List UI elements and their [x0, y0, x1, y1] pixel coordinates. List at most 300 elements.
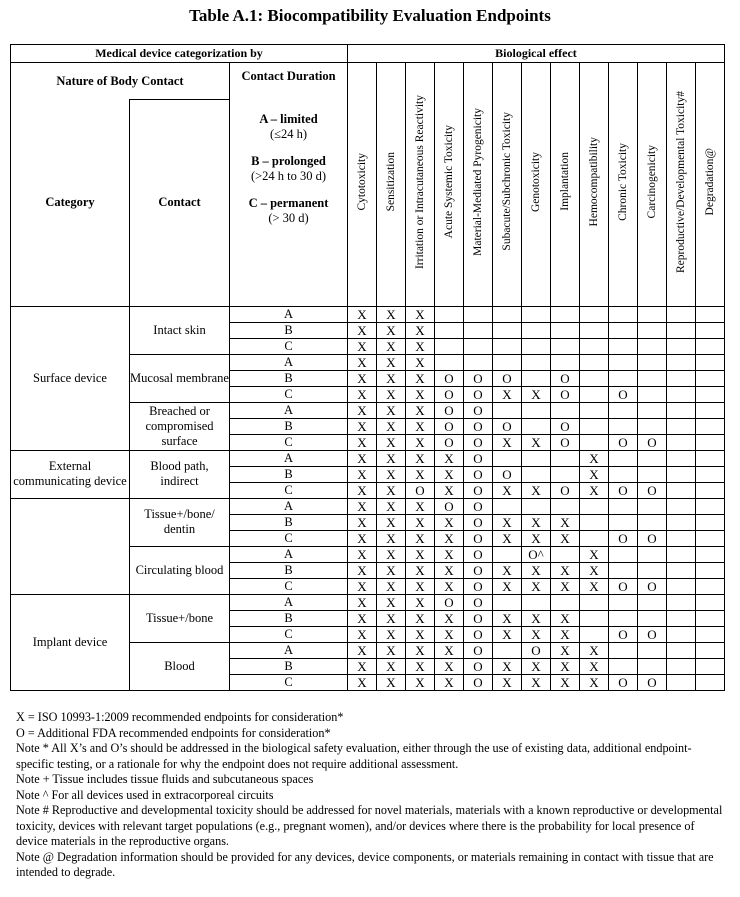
duration-level-cell: A — [230, 306, 348, 322]
endpoint-mark-cell — [667, 354, 696, 370]
endpoint-label: Sensitization — [385, 152, 397, 212]
endpoint-mark-cell — [522, 594, 551, 610]
endpoint-mark-cell — [580, 514, 609, 530]
endpoint-mark-cell — [667, 578, 696, 594]
endpoint-mark-cell: X — [348, 466, 377, 482]
endpoint-mark-cell: X — [348, 322, 377, 338]
endpoint-mark-cell: O — [609, 482, 638, 498]
endpoint-mark-cell: X — [551, 578, 580, 594]
endpoint-mark-cell — [609, 322, 638, 338]
endpoint-mark-cell — [638, 514, 667, 530]
endpoint-mark-cell — [638, 306, 667, 322]
endpoint-mark-cell — [696, 610, 725, 626]
endpoint-mark-cell: O — [638, 578, 667, 594]
endpoint-mark-cell: X — [406, 418, 435, 434]
endpoint-mark-cell: O — [464, 402, 493, 418]
endpoint-mark-cell: O — [493, 466, 522, 482]
endpoint-mark-cell: X — [377, 642, 406, 658]
endpoint-mark-cell — [493, 402, 522, 418]
endpoint-header — [551, 63, 580, 307]
endpoint-mark-cell: X — [348, 418, 377, 434]
endpoint-mark-cell: O — [464, 578, 493, 594]
endpoint-mark-cell — [638, 450, 667, 466]
note-o-legend: O = Additional FDA recommended endpoints for consideration* — [16, 725, 331, 740]
endpoint-mark-cell: X — [522, 514, 551, 530]
endpoint-label: Degradation@ — [704, 148, 716, 216]
endpoint-mark-cell — [609, 658, 638, 674]
endpoint-mark-cell — [638, 418, 667, 434]
endpoint-mark-cell — [667, 530, 696, 546]
endpoint-mark-cell: X — [348, 450, 377, 466]
endpoint-mark-cell — [609, 642, 638, 658]
duration-level-cell: C — [230, 482, 348, 498]
endpoint-mark-cell: X — [406, 546, 435, 562]
endpoint-mark-cell: X — [522, 434, 551, 450]
endpoint-mark-cell — [580, 498, 609, 514]
endpoint-mark-cell — [696, 658, 725, 674]
endpoint-mark-cell: X — [377, 514, 406, 530]
endpoint-mark-cell — [609, 354, 638, 370]
endpoint-mark-cell: O — [464, 658, 493, 674]
duration-level-cell: A — [230, 594, 348, 610]
endpoint-mark-cell — [522, 402, 551, 418]
endpoint-mark-cell — [522, 466, 551, 482]
endpoint-mark-cell: X — [377, 466, 406, 482]
endpoint-mark-cell — [638, 322, 667, 338]
endpoint-mark-cell: X — [551, 674, 580, 690]
contact-cell: Mucosal membrane — [130, 354, 230, 402]
endpoint-header — [464, 63, 493, 307]
endpoint-mark-cell — [522, 322, 551, 338]
endpoint-mark-cell — [667, 482, 696, 498]
endpoint-mark-cell — [609, 450, 638, 466]
endpoint-header — [522, 63, 551, 307]
endpoint-mark-cell — [667, 514, 696, 530]
contact-header: Contact — [130, 100, 230, 307]
endpoint-mark-cell — [522, 354, 551, 370]
endpoint-mark-cell — [551, 594, 580, 610]
endpoint-mark-cell — [435, 322, 464, 338]
endpoint-mark-cell — [638, 354, 667, 370]
endpoint-mark-cell — [580, 594, 609, 610]
endpoint-mark-cell: X — [493, 514, 522, 530]
duration-level-cell: C — [230, 338, 348, 354]
endpoint-mark-cell: X — [348, 546, 377, 562]
endpoint-mark-cell — [667, 434, 696, 450]
endpoint-mark-cell: X — [580, 674, 609, 690]
endpoint-mark-cell: O — [551, 370, 580, 386]
endpoint-mark-cell: X — [377, 338, 406, 354]
endpoint-mark-cell: O — [435, 370, 464, 386]
endpoint-mark-cell — [696, 594, 725, 610]
endpoint-mark-cell: X — [522, 674, 551, 690]
endpoint-mark-cell: X — [377, 402, 406, 418]
endpoint-mark-cell: X — [522, 482, 551, 498]
endpoint-mark-cell: X — [348, 386, 377, 402]
endpoint-mark-cell: O — [464, 594, 493, 610]
endpoint-mark-cell: X — [406, 514, 435, 530]
endpoint-mark-cell — [435, 354, 464, 370]
endpoint-mark-cell: X — [377, 674, 406, 690]
endpoint-mark-cell — [638, 658, 667, 674]
endpoint-mark-cell: X — [493, 386, 522, 402]
endpoint-mark-cell: X — [435, 626, 464, 642]
endpoint-mark-cell: O — [464, 370, 493, 386]
duration-level-cell: C — [230, 674, 348, 690]
endpoint-mark-cell: X — [348, 658, 377, 674]
endpoint-mark-cell — [580, 418, 609, 434]
duration-level-cell: B — [230, 514, 348, 530]
endpoint-mark-cell — [493, 498, 522, 514]
endpoint-mark-cell: X — [348, 498, 377, 514]
endpoint-mark-cell — [667, 658, 696, 674]
duration-a — [230, 112, 347, 142]
endpoint-mark-cell: X — [435, 578, 464, 594]
endpoint-mark-cell: X — [435, 610, 464, 626]
endpoint-mark-cell: X — [348, 434, 377, 450]
endpoint-mark-cell — [522, 450, 551, 466]
endpoint-mark-cell — [580, 306, 609, 322]
table-title: Table A.1: Biocompatibility Evaluation Endpoints — [189, 6, 551, 25]
endpoint-mark-cell: X — [551, 658, 580, 674]
endpoint-mark-cell — [551, 466, 580, 482]
endpoint-mark-cell — [667, 594, 696, 610]
endpoint-mark-cell — [493, 322, 522, 338]
endpoint-mark-cell: X — [493, 530, 522, 546]
endpoint-mark-cell: X — [406, 466, 435, 482]
endpoint-mark-cell — [696, 674, 725, 690]
endpoint-mark-cell: X — [377, 546, 406, 562]
endpoint-label: Carcinogenicity — [646, 145, 658, 219]
endpoint-mark-cell: X — [348, 610, 377, 626]
endpoint-mark-cell: O — [464, 498, 493, 514]
endpoint-mark-cell — [667, 626, 696, 642]
endpoint-mark-cell — [435, 338, 464, 354]
duration-level-cell: C — [230, 386, 348, 402]
endpoint-mark-cell — [464, 306, 493, 322]
table-notes — [16, 710, 728, 881]
endpoint-mark-cell: O — [522, 642, 551, 658]
endpoint-mark-cell — [696, 482, 725, 498]
endpoint-mark-cell: X — [551, 530, 580, 546]
endpoint-mark-cell: X — [406, 594, 435, 610]
endpoint-mark-cell: X — [406, 386, 435, 402]
endpoint-header — [638, 63, 667, 307]
endpoint-mark-cell: X — [377, 610, 406, 626]
endpoint-mark-cell: X — [493, 610, 522, 626]
endpoint-mark-cell: O — [464, 450, 493, 466]
category-cell: Surface device — [11, 306, 130, 450]
endpoint-mark-cell — [667, 306, 696, 322]
endpoint-mark-cell — [696, 370, 725, 386]
endpoint-mark-cell: X — [435, 514, 464, 530]
endpoint-mark-cell: X — [406, 578, 435, 594]
endpoint-mark-cell: X — [522, 562, 551, 578]
note-hash: Note # Reproductive and developmental toxicity should be addressed for novel materials, materials with a known reproductive or developmental toxicity, devices with relevant target populations (e.g., pregnant women), and/or devices where there is the probability for local presence of device materials in the reproductive organs. — [16, 803, 723, 848]
endpoint-mark-cell: O — [464, 530, 493, 546]
endpoint-mark-cell — [696, 322, 725, 338]
endpoint-mark-cell: O — [609, 626, 638, 642]
endpoint-header — [493, 63, 522, 307]
duration-level-cell: A — [230, 450, 348, 466]
endpoint-mark-cell: O — [551, 482, 580, 498]
contact-cell: Intact skin — [130, 306, 230, 354]
endpoint-mark-cell: X — [406, 322, 435, 338]
endpoint-mark-cell: O — [551, 386, 580, 402]
endpoint-mark-cell — [493, 642, 522, 658]
endpoint-mark-cell: X — [377, 386, 406, 402]
endpoint-mark-cell — [580, 626, 609, 642]
endpoint-mark-cell: X — [377, 354, 406, 370]
endpoint-mark-cell: X — [493, 562, 522, 578]
endpoint-label: Cytotoxicity — [356, 153, 368, 211]
endpoint-mark-cell — [638, 546, 667, 562]
endpoint-mark-cell: O — [638, 482, 667, 498]
endpoint-mark-cell: X — [348, 530, 377, 546]
endpoint-mark-cell: O — [464, 674, 493, 690]
endpoint-mark-cell: X — [377, 370, 406, 386]
endpoint-mark-cell: O — [464, 562, 493, 578]
contact-cell: Blood path, indirect — [130, 450, 230, 498]
endpoint-mark-cell: X — [551, 562, 580, 578]
endpoint-mark-cell: O — [609, 434, 638, 450]
endpoint-mark-cell: X — [377, 322, 406, 338]
endpoint-mark-cell: X — [493, 626, 522, 642]
table-row — [11, 594, 725, 610]
endpoint-label: Hemocompatibility — [588, 137, 600, 227]
endpoint-mark-cell — [580, 370, 609, 386]
endpoint-mark-cell: X — [580, 578, 609, 594]
endpoint-mark-cell: X — [348, 482, 377, 498]
contact-cell: Blood — [130, 642, 230, 690]
endpoint-mark-cell: O — [464, 466, 493, 482]
endpoint-mark-cell: X — [580, 658, 609, 674]
duration-level-cell: B — [230, 466, 348, 482]
endpoint-mark-cell — [551, 450, 580, 466]
endpoint-mark-cell — [638, 562, 667, 578]
endpoint-mark-cell — [667, 642, 696, 658]
endpoint-label: Chronic Toxicity — [617, 142, 629, 221]
endpoint-mark-cell — [551, 354, 580, 370]
endpoint-header — [435, 63, 464, 307]
endpoint-mark-cell: X — [522, 530, 551, 546]
endpoint-mark-cell — [551, 338, 580, 354]
endpoint-mark-cell — [667, 418, 696, 434]
category-header: Category — [11, 100, 130, 307]
endpoint-mark-cell — [696, 546, 725, 562]
endpoint-mark-cell — [493, 338, 522, 354]
endpoint-mark-cell — [580, 610, 609, 626]
endpoint-mark-cell — [551, 322, 580, 338]
duration-level-cell: B — [230, 322, 348, 338]
endpoint-mark-cell — [522, 306, 551, 322]
endpoint-mark-cell: O^ — [522, 546, 551, 562]
endpoint-mark-cell: X — [348, 674, 377, 690]
endpoint-mark-cell: X — [377, 306, 406, 322]
endpoint-mark-cell: X — [580, 546, 609, 562]
endpoint-mark-cell: X — [348, 642, 377, 658]
categorization-header: Medical device categorization by — [11, 45, 348, 63]
duration-b-range: (>24 h to 30 d) — [250, 169, 327, 183]
note-caret: Note ^ For all devices used in extracorporeal circuits — [16, 787, 274, 802]
duration-b-label: B – prolonged — [251, 154, 326, 168]
endpoint-mark-cell: X — [348, 338, 377, 354]
endpoint-mark-cell — [638, 498, 667, 514]
endpoint-mark-cell: X — [406, 370, 435, 386]
endpoint-header — [609, 63, 638, 307]
contact-duration-title: Contact Duration — [241, 69, 336, 83]
endpoint-mark-cell — [638, 386, 667, 402]
endpoint-mark-cell: X — [580, 482, 609, 498]
endpoint-mark-cell: X — [406, 626, 435, 642]
endpoint-mark-cell: O — [435, 594, 464, 610]
duration-level-cell: C — [230, 578, 348, 594]
endpoint-mark-cell: X — [348, 306, 377, 322]
endpoint-mark-cell: X — [522, 626, 551, 642]
endpoint-mark-cell: X — [435, 482, 464, 498]
endpoint-mark-cell — [580, 322, 609, 338]
endpoint-mark-cell: O — [464, 626, 493, 642]
endpoint-mark-cell — [667, 322, 696, 338]
endpoint-mark-cell: O — [464, 386, 493, 402]
endpoint-mark-cell — [667, 546, 696, 562]
endpoint-mark-cell — [667, 674, 696, 690]
endpoint-mark-cell: O — [464, 610, 493, 626]
duration-level-cell: B — [230, 658, 348, 674]
endpoint-mark-cell: X — [522, 578, 551, 594]
duration-b — [230, 154, 347, 184]
endpoint-mark-cell — [464, 338, 493, 354]
endpoint-mark-cell: X — [435, 642, 464, 658]
endpoint-mark-cell: X — [406, 402, 435, 418]
endpoint-mark-cell — [696, 562, 725, 578]
endpoint-mark-cell: X — [377, 562, 406, 578]
endpoint-mark-cell: X — [435, 674, 464, 690]
endpoint-mark-cell: X — [348, 514, 377, 530]
endpoint-label: Genotoxicity — [530, 151, 542, 212]
endpoint-mark-cell: X — [435, 466, 464, 482]
duration-level-cell: B — [230, 418, 348, 434]
endpoint-mark-cell — [667, 610, 696, 626]
endpoint-mark-cell — [609, 306, 638, 322]
endpoint-mark-cell: X — [377, 498, 406, 514]
endpoint-mark-cell — [667, 402, 696, 418]
endpoint-mark-cell: X — [406, 354, 435, 370]
contact-duration-header — [230, 63, 348, 307]
endpoint-header — [348, 63, 377, 307]
endpoint-mark-cell: X — [348, 626, 377, 642]
duration-level-cell: A — [230, 402, 348, 418]
endpoint-mark-cell: X — [406, 642, 435, 658]
category-cell: Implant device — [11, 594, 130, 690]
endpoint-mark-cell — [696, 514, 725, 530]
endpoint-label: Subacute/Subchronic Toxicity — [501, 112, 513, 252]
endpoint-mark-cell: X — [493, 658, 522, 674]
endpoint-mark-cell: X — [377, 418, 406, 434]
endpoint-mark-cell — [580, 434, 609, 450]
endpoint-mark-cell: O — [464, 418, 493, 434]
note-x-legend: X = ISO 10993-1:2009 recommended endpoints for consideration* — [16, 710, 344, 724]
endpoint-mark-cell — [638, 642, 667, 658]
endpoint-mark-cell — [522, 338, 551, 354]
duration-c-range: (> 30 d) — [268, 211, 309, 225]
endpoint-mark-cell: O — [638, 434, 667, 450]
endpoint-mark-cell — [580, 338, 609, 354]
endpoint-mark-cell — [435, 306, 464, 322]
endpoint-mark-cell: X — [406, 562, 435, 578]
endpoint-mark-cell — [638, 594, 667, 610]
endpoint-mark-cell: O — [551, 434, 580, 450]
endpoint-mark-cell: O — [464, 514, 493, 530]
endpoint-mark-cell: O — [435, 498, 464, 514]
endpoint-mark-cell: O — [435, 434, 464, 450]
endpoint-label: Reproductive/Developmental Toxicity# — [675, 90, 687, 273]
endpoint-mark-cell — [551, 402, 580, 418]
endpoint-mark-cell: X — [580, 450, 609, 466]
endpoint-mark-cell — [609, 546, 638, 562]
endpoint-mark-cell: X — [406, 338, 435, 354]
endpoint-mark-cell — [609, 370, 638, 386]
endpoint-mark-cell — [696, 642, 725, 658]
endpoint-mark-cell — [667, 498, 696, 514]
endpoint-mark-cell — [464, 354, 493, 370]
endpoint-mark-cell: X — [348, 402, 377, 418]
endpoint-label: Acute Systemic Toxicity — [443, 125, 455, 239]
endpoint-mark-cell: X — [377, 594, 406, 610]
endpoint-mark-cell: X — [522, 658, 551, 674]
endpoint-mark-cell — [696, 306, 725, 322]
endpoint-mark-cell — [493, 354, 522, 370]
endpoint-mark-cell: X — [580, 562, 609, 578]
endpoint-mark-cell — [638, 370, 667, 386]
endpoint-mark-cell — [609, 594, 638, 610]
endpoint-mark-cell: O — [551, 418, 580, 434]
endpoint-mark-cell: X — [435, 546, 464, 562]
category-cell — [11, 498, 130, 594]
endpoint-mark-cell: O — [638, 626, 667, 642]
endpoint-mark-cell — [464, 322, 493, 338]
endpoint-mark-cell: X — [406, 610, 435, 626]
endpoint-label: Implantation — [559, 152, 571, 212]
endpoint-mark-cell: O — [464, 642, 493, 658]
endpoint-mark-cell: O — [493, 370, 522, 386]
biocompatibility-table — [10, 44, 725, 691]
endpoint-mark-cell — [580, 386, 609, 402]
endpoint-mark-cell: X — [551, 514, 580, 530]
endpoint-mark-cell: O — [464, 434, 493, 450]
endpoint-header — [377, 63, 406, 307]
endpoint-mark-cell — [696, 466, 725, 482]
endpoint-mark-cell: O — [493, 418, 522, 434]
category-cell: External communicating device — [11, 450, 130, 498]
endpoint-mark-cell: X — [522, 610, 551, 626]
endpoint-mark-cell — [696, 402, 725, 418]
endpoint-mark-cell — [638, 338, 667, 354]
duration-level-cell: C — [230, 626, 348, 642]
endpoint-mark-cell — [609, 498, 638, 514]
endpoint-mark-cell: X — [580, 466, 609, 482]
endpoint-mark-cell — [609, 514, 638, 530]
endpoint-mark-cell: X — [377, 658, 406, 674]
endpoint-mark-cell: X — [551, 642, 580, 658]
contact-cell: Circulating blood — [130, 546, 230, 594]
endpoint-mark-cell — [609, 418, 638, 434]
endpoint-mark-cell — [609, 402, 638, 418]
endpoint-mark-cell — [493, 594, 522, 610]
endpoint-mark-cell: X — [377, 450, 406, 466]
endpoint-mark-cell: X — [406, 530, 435, 546]
duration-level-cell: A — [230, 642, 348, 658]
